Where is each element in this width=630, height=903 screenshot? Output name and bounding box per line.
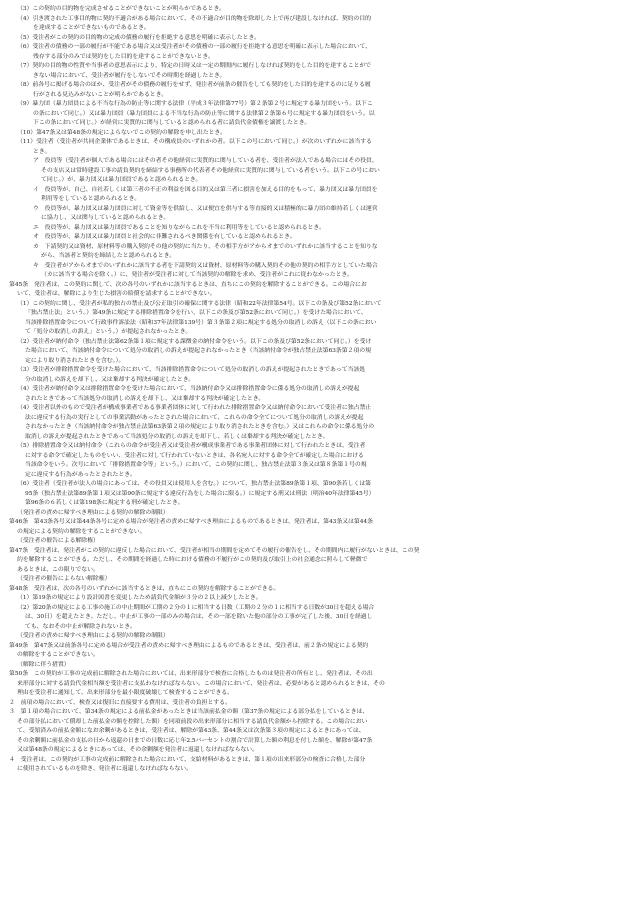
- text-line: （5）受注者がこの契約の目的物の完成の債務の履行を拒絶する意思を明確に表示したとき。: [17, 34, 260, 41]
- text-line: （11）受注者（受注者が共同企業体であるときは、その構成員のいずれかの者。以下この号において同じ。）が次のいずれかに該当する: [17, 139, 372, 145]
- text-line: た場合において、当該納付命令について処分の取消しの訴えが提起されなかったとき（当該納付命令が独占禁止法第63条第２項の規: [25, 348, 371, 354]
- text-line: 第49条 第47条又は前条各号に定める場合が受注者の責めに帰すべき理由によるものであるときは、受注者は、前２条の規定による契約: [9, 642, 369, 649]
- text-line: （発注者の責めに帰すべき理由による契約の解除の制限）: [17, 509, 169, 516]
- text-line: 分の取消しの訴えを却下し、又は棄却する判決が確定したとき。: [25, 376, 195, 383]
- text-line: あるときは、この限りでない。: [17, 566, 99, 573]
- text-line: イ 役員等が、自己、自社若しくは第三者の不正の利益を図る目的又は第三者に損害を加える目的をもって、暴力団又は暴力団員を: [33, 186, 378, 193]
- text-line: その部分払において償却した前払金の額を控除した額）を同項前段の出来形部分に相当する請負代金額から控除する。この場合におい: [17, 718, 368, 725]
- text-line: （3）この契約の目的物を完成させることができないことが明らかであるとき。: [17, 6, 225, 12]
- text-line: （5）排除措置命令又は納付命令（これらの命令が受注者又は受注者が構成事業者である事業者団体に対して行われたときは、受注者: [17, 443, 366, 449]
- text-line: （1）この契約に関し、受注者が私的独占の禁止及び公正取引の確保に関する法律（昭和22年法律第54号。以下この条及び第52条において: [17, 300, 382, 307]
- text-line: ア 役員等（受注者が個人である場合にはその者その他経営に実質的に関与している者を、受注者が法人である場合にはその役員、: [33, 158, 378, 164]
- text-line: （1）第19条の規定により設計図書を変更したため請負代金額が３分の２以上減少したとき。: [17, 595, 262, 601]
- text-line: 「独占禁止法」という。）第49条に規定する排除措置命令を行い、以下この条及び第52条において同じ。）を受けた場合において、: [25, 310, 367, 316]
- text-line: 法に違反する行為の実行としての事業活動があったとされた場合において、これらの命令全てについて処分の取消しの訴えが提起: [25, 414, 364, 421]
- text-line: 理由を受注者に通知して、出来形部分を最小限度破壊して検査することができる。: [17, 690, 233, 696]
- text-line: 来形部分に対する請負代金相当額を受注者に支払わなければならない。この場合において、発注者は、必要があると認められるときは、その: [17, 680, 385, 687]
- text-line: 第46条 第43条各号又は第44条各号に定める場合が発注者の責めに帰すべき理由によるものであるときは、発注者は、第43条又は第44条: [9, 519, 373, 525]
- text-line: 取消しの訴えが提起されたときであって当該処分の取消しの訴えを却下し、若しくは棄却する判決が確定したとき。: [25, 433, 329, 440]
- text-line: （2）受注者が納付命令（独占禁止法第62条第１項に規定する課徴金の納付命令をいう。以下この条及び第52条において同じ。）を受け: [17, 338, 372, 345]
- text-line: オ 役員等が、暴力団又は暴力団員と社会的に非難されるべき関係を有していると認められるとき。: [33, 234, 296, 240]
- text-line: 第50条 この契約が工事の完成前に解除された場合においては、出来形部分で検査に合格したものは発注者の所有とし、発注者は、その出: [9, 671, 373, 677]
- text-line: て同じ。）が、暴力団又は暴力団員であると認められるとき。: [41, 177, 202, 183]
- text-line: 利用等をしていると認められるとき。: [41, 196, 141, 202]
- text-line: （受注者の責めに帰すべき理由による契約の解除の制限）: [17, 633, 169, 639]
- text-line: されなかったとき（当該納付命令が独占禁止法第63条第２項の規定により取り消されたときを含む。）又はこれらの命令に係る処分の: [25, 424, 375, 430]
- text-line: （4）受注者以外のもので受注者が構成事業者である事業者団体に対して行われた排除措置命令又は納付命令において受注者に独占禁止: [17, 405, 372, 411]
- text-line: に対する命令で確定したものをいい、受注者に対して行われていないときは、各名宛人に対する命令全てが確定した場合における: [25, 452, 364, 459]
- text-line: されたときであって当該処分の取消しの訴えを却下し、又は棄却する判決が確定したとき。: [25, 395, 265, 402]
- text-line: 下この条において同じ。）が経営に実質的に関与していると認められる者に請負代金債権を譲渡したとき。: [33, 120, 311, 126]
- text-line: 第48条 受注者は、次の各号のいずれかに該当するときは、直ちにこの契約を解除することができる。: [9, 585, 280, 592]
- text-line: （8）前各号に掲げる場合のほか、受注者がその債務の履行をせず、発注者が前条の催告をしても契約をした目的を達するのに足りる履: [17, 82, 371, 88]
- text-line: を達成することができないものであるとき。: [33, 25, 150, 31]
- text-line: （受注者の催告による解除権）: [17, 538, 99, 544]
- text-line: 第47条 受注者は、発注者がこの契約に違反した場合において、受注者が相当の期間を定めてその履行の催告をし、その期間内に履行がないときは、この契: [9, 547, 420, 554]
- text-line: 又は第48条の規定によるときにあっては、その余剰額を発注者に返還しなければならない。: [17, 747, 258, 753]
- text-line: （4）受注者が納付命令又は排除措置命令を受けた場合において、当該納付命令又は排除措置命令に係る処分の取消しの訴えが提起: [17, 386, 360, 392]
- text-line: キ 受注者がアからオまでのいずれかに該当する者を下請契約又は資材、原材料等の購入契約その他の契約の相手方としていた場合: [33, 262, 378, 269]
- text-line: （受注者の催告によらない解除権）: [17, 576, 111, 582]
- text-line: その支店又は常時建設工事の請負契約を締結する事務所の代表者その他経営に実質的に関与している者をいう。以下この号におい: [41, 167, 380, 174]
- text-line: 95条（独占禁止法第89条第１項又は第90条に規定する違反行為をした場合に限る。）に規定する刑又は刑法（明治40年法律第45号）: [25, 490, 375, 497]
- text-line: （カに該当する場合を除く。）に、発注者が受注者に対して当該契約の解除を求め、受注者がこれに従わなかったとき。: [41, 272, 353, 278]
- text-line: の規定による契約の解除をすることができない。: [17, 528, 146, 535]
- text-line: に使用されているものを除き、発注者に返還しなければならない。: [17, 766, 192, 772]
- text-line: がら、当該者と契約を締結したと認められるとき。: [41, 253, 176, 259]
- text-line: （10）第47条又は第48条の規定によらないでこの契約の解除を申し出たとき。: [17, 129, 226, 136]
- text-line: 約を解除することができる。ただし、その期間を経過した時における債務の不履行がこの契約及び取引上の社会通念に照らして軽微で: [17, 557, 368, 563]
- text-line: て、受領済みの前払金額になお余剰があるときは、受注者は、解除が第43条、第44条又は次条第３項の規定によるときにあっては、: [17, 728, 365, 734]
- text-line: 残存する部分のみでは契約をした目的を達することができないとき。: [33, 53, 214, 60]
- text-line: とき。: [33, 148, 51, 155]
- text-line: 定により取り消されたときを含む。）。: [25, 357, 125, 364]
- text-line: （6）受注者（受注者が法人の場合にあっては、その役員又は使用人を含む。）について、独占禁止法第89条第１項、第90条若しくは第: [17, 481, 372, 487]
- text-line: て「処分の取消しの訴え」という。）が提起されなかったとき。: [25, 329, 192, 335]
- text-line: （9）暴力団（暴力団員による不当な行為の防止等に関する法律（平成３年法律第77号）第２条第２号に規定する暴力団をいう。以下こ: [17, 101, 373, 107]
- text-line: 第45条 発注者は、この契約に関して、次の各号のいずれかに該当するときは、直ちにこの契約を解除することができる。この場合にお: [9, 281, 367, 288]
- text-line: （3）受注者が排除措置命令を受けた場合において、当該排除措置命令について処分の取消しの訴えが提起されたときであって当該処: [17, 367, 365, 373]
- text-line: 第96条の６若しくは第198条に規定する刑が確定したとき。: [25, 500, 184, 506]
- text-line: （2）第20条の規定による工事の施工の中止期間が工期の２分の１に相当する日数（工期の２分の１に相当する日数が30日を超える場合: [17, 604, 375, 611]
- text-line: の解除をすることができない。: [17, 652, 99, 658]
- text-line: に協力し、又は関与していると認められるとき。: [41, 215, 170, 221]
- text-line: 行がされる見込みがないことが明らかであるとき。: [33, 91, 168, 98]
- text-line: ２ 前項の場合において、検査又は復旧に直接要する費用は、受注者の負担とする。: [9, 699, 231, 706]
- text-line: （解除に伴う措置）: [17, 661, 70, 668]
- text-line: エ 役員等が、暴力団又は暴力団員であることを知りながらこれを不当に利用等をしていると認められるとき。: [33, 224, 325, 231]
- text-line: ３ 第１項の場合において、第34条の規定による前払金があったときは当該前払金の額（第37条の規定による部分払をしているときは、: [9, 709, 369, 715]
- text-line: その余剰額に前払金の支払の日から返還の日までの日数に応じ年2.5パーセントの割合で計算した額の利息を付した額を、解除が第47条: [17, 737, 373, 744]
- text-line: 当該排除措置命令について行政事件訴訟法（昭和37年法律第139号）第３条第２項に規定する処分の取消しの訴え（以下この条におい: [25, 319, 377, 326]
- text-line: （4）引き渡された工事目的物に契約不適合がある場合において、その不適合が目的物を除却した上で再び建設しなければ、契約の目的: [17, 15, 372, 22]
- text-line: （6）受注者の債務の一部の履行が不能である場合又は受注者がその債務の一部の履行を拒絶する意思を明確に表示した場合において、: [17, 44, 372, 50]
- text-line: きない場合において、受注者が履行をしないでその時期を経過したとき。: [33, 72, 226, 79]
- text-line: 当該命令をいう。次号において「排除措置命令等」という。）において、この契約に関し、独占禁止法第３条又は第８条第１号の規: [25, 462, 367, 468]
- text-line: ても、なおその中止が解除されないとき。: [25, 623, 136, 630]
- text-line: の条において同じ。）又は暴力団員（暴力団員による不当な行為の防止等に関する法律第２条第６号に規定する暴力団員をいう。以: [33, 110, 375, 117]
- text-line: カ 下請契約又は資材、原材料等の購入契約その他の契約に当たり、その相手方がアからオまでのいずれかに該当することを知りな: [33, 243, 378, 250]
- text-line: ４ 受注者は、この契約が工事の完成前に解除された場合において、支給材料があるときは、第１項の出来形部分の検査に合格した部分: [9, 756, 366, 763]
- text-line: （7）契約の目的物の性質や当事者の意思表示により、特定の日時又は一定の期間内に履行しなければ契約をした目的を達することがで: [17, 63, 372, 69]
- text-line: 定に違反する行為があったとされたとき。: [25, 471, 136, 478]
- text-line: ウ 役員等が、暴力団又は暴力団員に対して資金等を供給し、又は便宜を供与する等直接的又は積極的に暴力団の維持若しくは運営: [33, 205, 378, 212]
- text-line: いて、受注者は、解除により生じた損害の賠償を請求することができない。: [17, 291, 216, 297]
- text-line: は、30日）を超えたとき。ただし、中止が工事の一部のみの場合は、その一部を除いた他の部分の工事が完了した後、30日を経過し: [25, 614, 373, 620]
